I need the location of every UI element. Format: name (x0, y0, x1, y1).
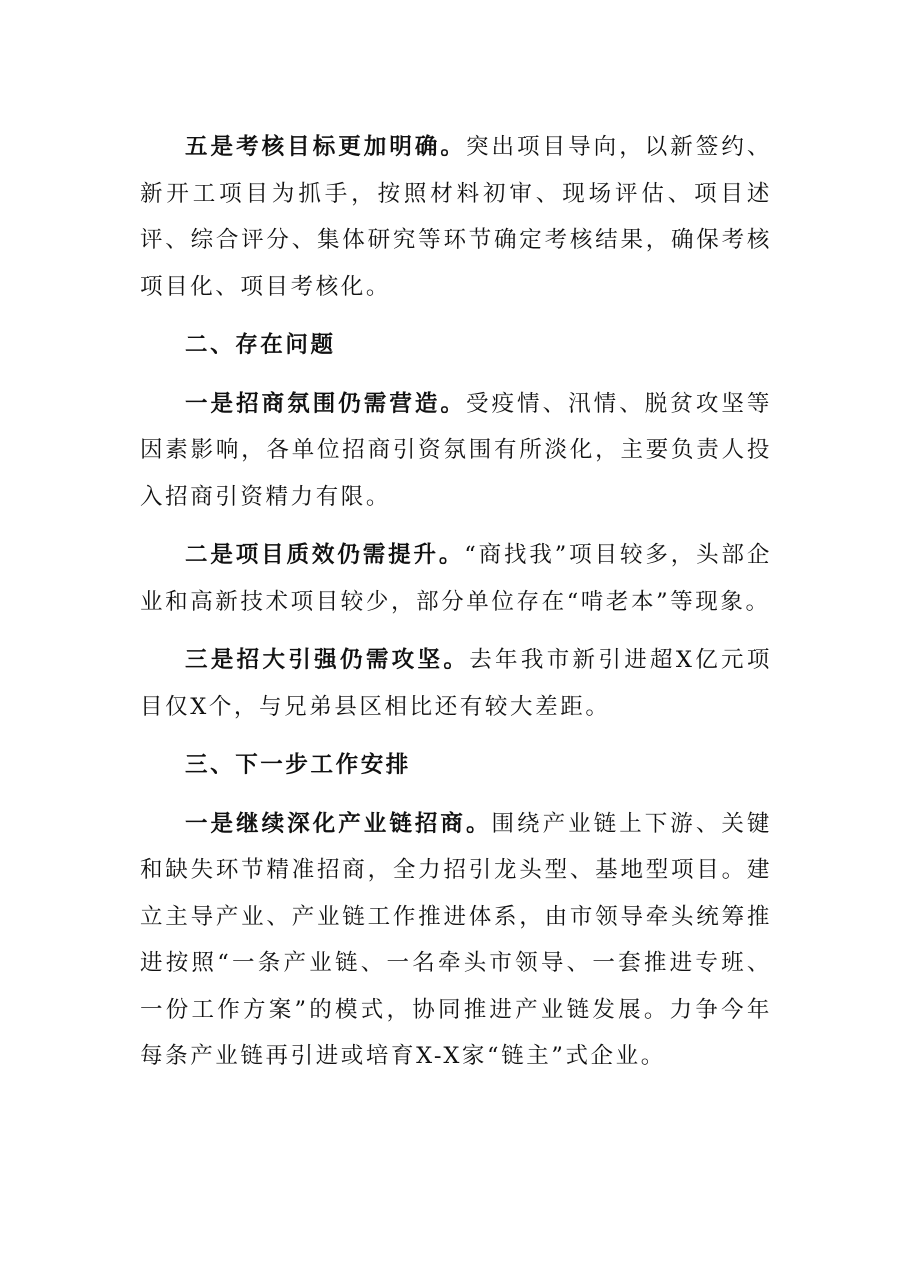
paragraph-major-projects (140, 637, 772, 730)
paragraph-text: 围绕产业链上下游、关键和缺失环节精准招商，全力招引龙头型、基地型项目。建立主导产业、产业链工作推进体系，由市领导牵头统筹推进按照“一条产业链、一名牵头市领导、一套推进专班、一份工作方案”的模式，协同推进产业链发展。力争今年每条产业链再引进或培育X-X家“链主”式企业。 (140, 810, 773, 1069)
paragraph-text: 突出项目导向，以新签约、新开工项目为抓手，按照材料初审、现场评估、项目述评、综合评分、集体研究等环节确定考核结果，确保考核项目化、项目考核化。 (140, 134, 772, 300)
paragraph-project-quality (140, 532, 772, 625)
paragraph-lead: 二是项目质效仍需提升。 (185, 542, 465, 568)
paragraph-lead: 三是招大引强仍需攻坚。 (185, 647, 470, 673)
section-heading-problems: 二、存在问题 (185, 332, 336, 358)
paragraph-text: 去年我市新引进超X亿元项目仅X个，与兄弟县区相比还有较大差距。 (140, 647, 772, 720)
paragraph-text: “商找我”项目较多，头部企业和高新技术项目较少，部分单位存在“啃老本”等现象。 (140, 542, 772, 615)
document-body (140, 124, 772, 1092)
paragraph-industry-chain (140, 801, 772, 1080)
paragraph-text: 受疫情、汛情、脱贫攻坚等因素影响，各单位招商引资氛围有所淡化，主要负责人投入招商引资精力有限。 (140, 390, 772, 510)
paragraph-lead: 一是继续深化产业链招商。 (185, 810, 492, 837)
paragraph-assessment-goals (140, 124, 772, 310)
paragraph-lead: 五是考核目标更加明确。 (185, 134, 466, 160)
paragraph-lead: 一是招商氛围仍需营造。 (185, 390, 466, 417)
section-heading-next-steps: 三、下一步工作安排 (185, 752, 411, 778)
paragraph-atmosphere (140, 381, 772, 521)
